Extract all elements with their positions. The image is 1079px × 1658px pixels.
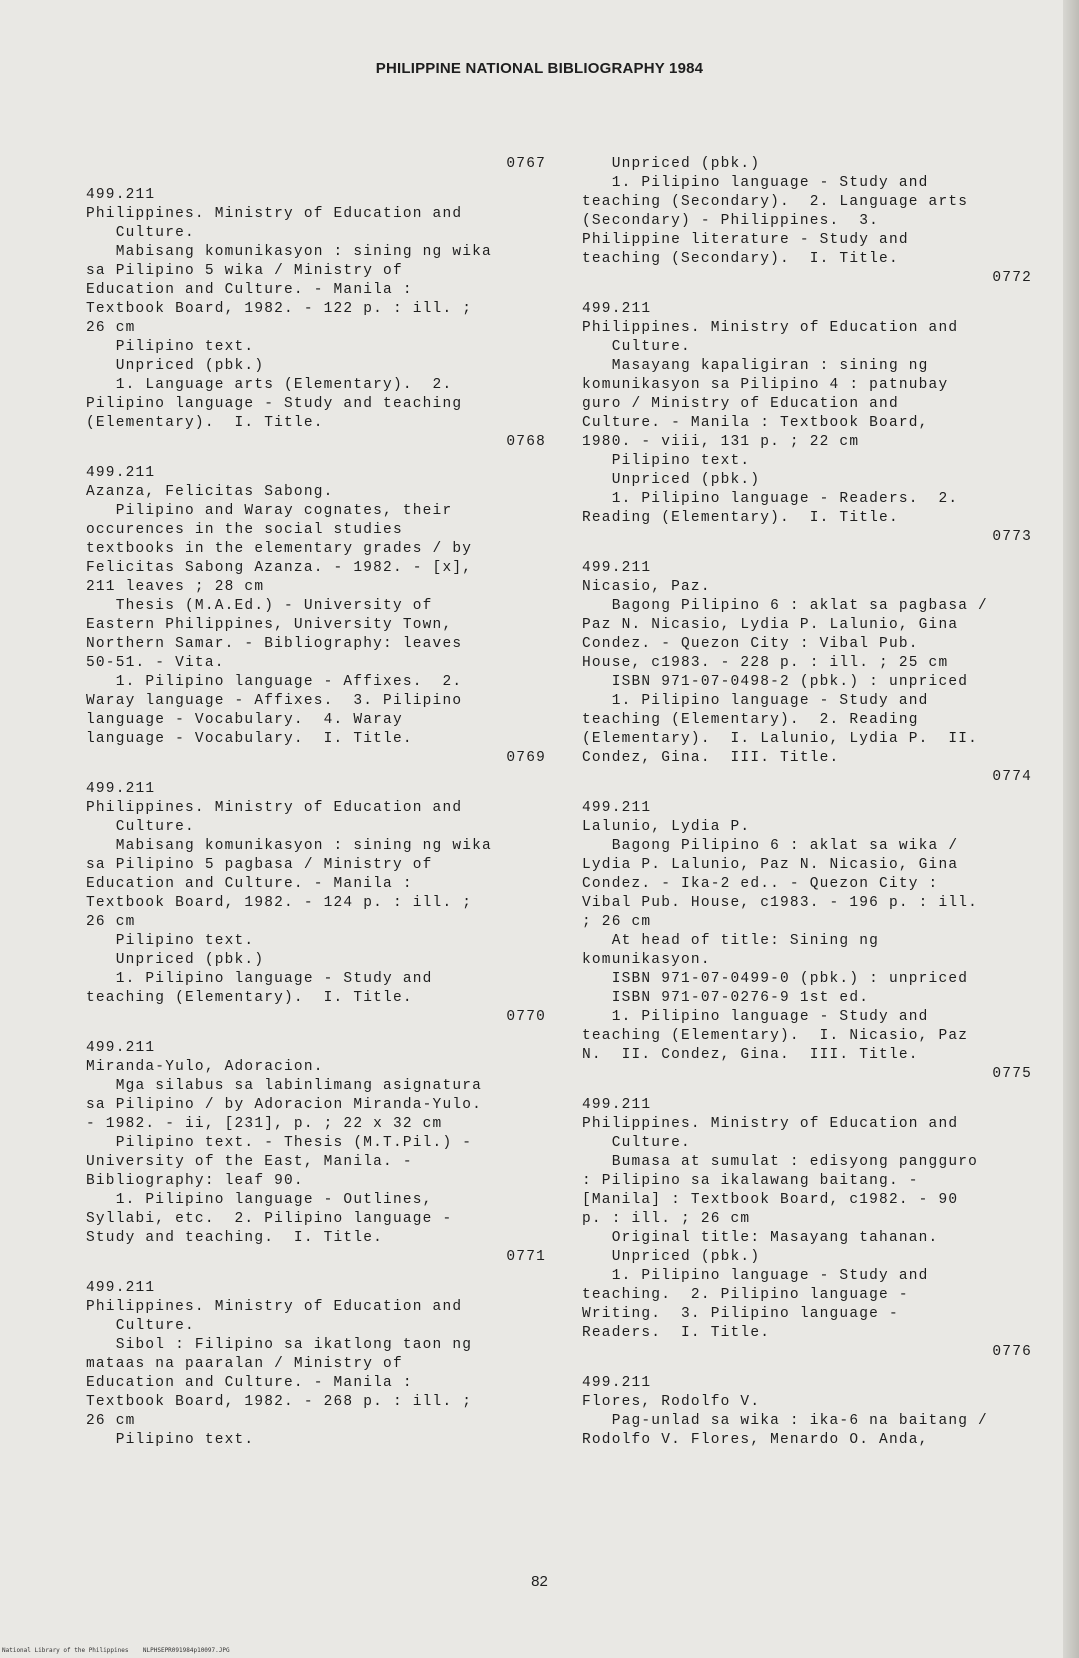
entry-line: Lydia P. Lalunio, Paz N. Nicasio, Gina [582, 857, 959, 873]
entry-line: Philippines. Ministry of Education and [86, 206, 463, 222]
entry-line: teaching (Secondary). I. Title. [582, 251, 899, 267]
entry-line: 1. Pilipino language - Study and [582, 1268, 929, 1284]
entry-number: 0770 [506, 1009, 546, 1025]
entry-line: Syllabi, etc. 2. Pilipino language - [86, 1211, 453, 1227]
entry-line: 1. Language arts (Elementary). 2. [86, 377, 453, 393]
scan-footer [2, 1647, 230, 1654]
entry-line: Pilipino text. [86, 1432, 255, 1448]
entry-line: Rodolfo V. Flores, Menardo O. Anda, [582, 1432, 929, 1448]
entry-line: Culture. [86, 225, 195, 241]
entry-line: Culture. [582, 1135, 691, 1151]
entry-line: At head of title: Sining ng [582, 933, 880, 949]
bibliography-entry [582, 155, 1032, 288]
entry-line: komunikasyon sa Pilipino 4 : patnubay [582, 377, 949, 393]
entry-line: Vibal Pub. House, c1983. - 196 p. : ill. [582, 895, 979, 911]
entry-line: Condez. - Ika-2 ed.. - Quezon City : [582, 876, 939, 892]
entry-line: Waray language - Affixes. 3. Pilipino [86, 693, 463, 709]
entry-line: 1. Pilipino language - Study and [582, 693, 929, 709]
entry-number: 0775 [992, 1066, 1032, 1082]
entry-line: Textbook Board, 1982. - 122 p. : ill. ; [86, 301, 473, 317]
entry-line: University of the East, Manila. - [86, 1154, 413, 1170]
entry-line: Culture. [86, 819, 195, 835]
entry-line: komunikasyon. [582, 952, 711, 968]
entry-number: 0769 [506, 750, 546, 766]
entry-line: Masayang kapaligiran : sining ng [582, 358, 929, 374]
entry-line: sa Pilipino 5 pagbasa / Ministry of [86, 857, 433, 873]
footer-file: NLPHSEPR091984p10097.JPG [142, 1647, 230, 1654]
entry-line: teaching (Elementary). 2. Reading [582, 712, 919, 728]
entry-line: 1. Pilipino language - Affixes. 2. [86, 674, 463, 690]
entry-line: ; 26 cm [582, 914, 652, 930]
entry-line: (Secondary) - Philippines. 3. [582, 213, 880, 229]
entry-line: Nicasio, Paz. [582, 579, 711, 595]
bibliography-entry [582, 300, 1032, 547]
entry-line: Philippines. Ministry of Education and [86, 1299, 463, 1315]
entry-line: Pilipino text. [86, 339, 255, 355]
entry-line: : Pilipino sa ikalawang baitang. - [582, 1173, 919, 1189]
entry-line: language - Vocabulary. 4. Waray [86, 712, 403, 728]
entry-line: 26 cm [86, 914, 136, 930]
entry-line: teaching. 2. Pilipino language - [582, 1287, 909, 1303]
entry-line: Philippines. Ministry of Education and [582, 1116, 959, 1132]
entry-line: Study and teaching. I. Title. [86, 1230, 384, 1246]
entry-line: 1. Pilipino language - Study and [582, 1009, 929, 1025]
entry-line: 1. Pilipino language - Study and [86, 971, 433, 987]
entry-line: 1. Pilipino language - Study and [582, 175, 929, 191]
entry-line: Unpriced (pbk.) [582, 472, 761, 488]
entry-line: Felicitas Sabong Azanza. - 1982. - [x], [86, 560, 473, 576]
entry-number: 0774 [992, 769, 1032, 785]
entry-line: Pilipino and Waray cognates, their [86, 503, 453, 519]
call-number: 499.211 [582, 800, 652, 816]
call-number: 499.211 [86, 1280, 156, 1296]
entry-line: 26 cm [86, 1413, 136, 1429]
entry-number: 0767 [506, 156, 546, 172]
bibliography-entry [86, 1039, 546, 1267]
entry-line: Bumasa at sumulat : edisyong pangguro [582, 1154, 979, 1170]
entry-line: Bibliography: leaf 90. [86, 1173, 304, 1189]
bibliography-entry [582, 799, 1032, 1084]
entry-line: Mga silabus sa labinlimang asignatura [86, 1078, 483, 1094]
entry-line: [Manila] : Textbook Board, c1982. - 90 [582, 1192, 959, 1208]
bibliography-entry [86, 186, 546, 452]
call-number: 499.211 [86, 781, 156, 797]
entry-line: (Elementary). I. Title. [86, 415, 324, 431]
entry-line: Condez, Gina. III. Title. [582, 750, 840, 766]
entry-line: ISBN 971-07-0499-0 (pbk.) : unpriced [582, 971, 969, 987]
entry-line: Philippine literature - Study and [582, 232, 909, 248]
entry-line: Education and Culture. - Manila : [86, 282, 413, 298]
entry-line: Flores, Rodolfo V. [582, 1394, 761, 1410]
entry-line: sa Pilipino / by Adoracion Miranda-Yulo. [86, 1097, 483, 1113]
entry-line: mataas na paaralan / Ministry of [86, 1356, 403, 1372]
bibliography-entry [86, 1279, 546, 1450]
bibliography-entry [582, 1374, 1032, 1450]
entry-line: Original title: Masayang tahanan. [582, 1230, 939, 1246]
entry-line: Pilipino text. [86, 933, 255, 949]
entry-line: Pag-unlad sa wika : ika-6 na baitang / [582, 1413, 988, 1429]
bibliography-entry [582, 1096, 1032, 1362]
entry-line: Miranda-Yulo, Adoracion. [86, 1059, 324, 1075]
call-number: 499.211 [582, 560, 652, 576]
entry-line: Readers. I. Title. [582, 1325, 771, 1341]
call-number: 499.211 [86, 1040, 156, 1056]
entry-line: Azanza, Felicitas Sabong. [86, 484, 334, 500]
call-number: 499.211 [86, 465, 156, 481]
entry-line: Textbook Board, 1982. - 124 p. : ill. ; [86, 895, 473, 911]
entry-line: Northern Samar. - Bibliography: leaves [86, 636, 463, 652]
entry-line: Unpriced (pbk.) [582, 156, 761, 172]
entry-line: Culture. [86, 1318, 195, 1334]
entry-line: 1. Pilipino language - Outlines, [86, 1192, 433, 1208]
entry-line: Culture. - Manila : Textbook Board, [582, 415, 929, 431]
entry-line: 26 cm [86, 320, 136, 336]
entry-line: Writing. 3. Pilipino language - [582, 1306, 899, 1322]
entry-line: sa Pilipino 5 wika / Ministry of [86, 263, 403, 279]
entry-line: Sibol : Filipino sa ikatlong taon ng [86, 1337, 473, 1353]
entry-line: Pilipino text. [582, 453, 751, 469]
entry-line: Condez. - Quezon City : Vibal Pub. [582, 636, 919, 652]
entry-line: Unpriced (pbk.) [86, 952, 265, 968]
entry-line: guro / Ministry of Education and [582, 396, 899, 412]
entry-line: p. : ill. ; 26 cm [582, 1211, 751, 1227]
entry-number: 0771 [506, 1249, 546, 1265]
entry-number: 0772 [992, 270, 1032, 286]
entry-line: Philippines. Ministry of Education and [86, 800, 463, 816]
entry-line: language - Vocabulary. I. Title. [86, 731, 413, 747]
entry-line: Pilipino language - Study and teaching [86, 396, 463, 412]
entry-line: Bagong Pilipino 6 : aklat sa pagbasa / [582, 598, 988, 614]
footer-library: National Library of the Philippines [2, 1647, 129, 1654]
left-column [86, 155, 546, 1450]
entry-line: Pilipino text. - Thesis (M.T.Pil.) - [86, 1135, 473, 1151]
entry-line: Culture. [582, 339, 691, 355]
entry-line: Philippines. Ministry of Education and [582, 320, 959, 336]
entry-line: Bagong Pilipino 6 : aklat sa wika / [582, 838, 959, 854]
bibliography-entry [86, 464, 546, 768]
entry-line: Education and Culture. - Manila : [86, 876, 413, 892]
entry-line: teaching (Elementary). I. Nicasio, Paz [582, 1028, 969, 1044]
entry-line: Education and Culture. - Manila : [86, 1375, 413, 1391]
call-number: 499.211 [582, 1097, 652, 1113]
entry-line: 1. Pilipino language - Readers. 2. [582, 491, 959, 507]
entry-line: ISBN 971-07-0276-9 1st ed. [582, 990, 870, 1006]
entry-line: occurences in the social studies [86, 522, 403, 538]
page-number: 82 [531, 1573, 548, 1590]
entry-line: ISBN 971-07-0498-2 (pbk.) : unpriced [582, 674, 969, 690]
entry-line: Mabisang komunikasyon : sining ng wika [86, 244, 492, 260]
entry-line: Reading (Elementary). I. Title. [582, 510, 899, 526]
entry-line: Mabisang komunikasyon : sining ng wika [86, 838, 492, 854]
entry-line: 50-51. - Vita. [86, 655, 225, 671]
entry-line: (Elementary). I. Lalunio, Lydia P. II. [582, 731, 979, 747]
entry-number: 0773 [992, 529, 1032, 545]
entry-line: Lalunio, Lydia P. [582, 819, 751, 835]
entry-line: - 1982. - ii, [231], p. ; 22 x 32 cm [86, 1116, 443, 1132]
entry-line: Textbook Board, 1982. - 268 p. : ill. ; [86, 1394, 473, 1410]
call-number: 499.211 [582, 1375, 652, 1391]
entry-line: 211 leaves ; 28 cm [86, 579, 265, 595]
running-head: PHILIPPINE NATIONAL BIBLIOGRAPHY 1984 [375, 60, 704, 77]
entry-line: 1980. - viii, 131 p. ; 22 cm [582, 434, 860, 450]
bibliography-entry [582, 559, 1032, 787]
scan-edge [1063, 0, 1079, 1658]
entry-line: textbooks in the elementary grades / by [86, 541, 473, 557]
right-column [582, 155, 1032, 1450]
entry-line: Unpriced (pbk.) [86, 358, 265, 374]
entry-line: Paz N. Nicasio, Lydia P. Lalunio, Gina [582, 617, 959, 633]
call-number: 499.211 [582, 301, 652, 317]
entry-number: 0776 [992, 1344, 1032, 1360]
entry-number: 0768 [506, 434, 546, 450]
call-number: 499.211 [86, 187, 156, 203]
entry-line: teaching (Elementary). I. Title. [86, 990, 413, 1006]
entry-line: Thesis (M.A.Ed.) - University of [86, 598, 433, 614]
entry-line: Eastern Philippines, University Town, [86, 617, 453, 633]
entry-line: Unpriced (pbk.) [582, 1249, 761, 1265]
entry-line: N. II. Condez, Gina. III. Title. [582, 1047, 919, 1063]
bibliography-entry [86, 780, 546, 1027]
entry-line: teaching (Secondary). 2. Language arts [582, 194, 969, 210]
entry-line: House, c1983. - 228 p. : ill. ; 25 cm [582, 655, 949, 671]
